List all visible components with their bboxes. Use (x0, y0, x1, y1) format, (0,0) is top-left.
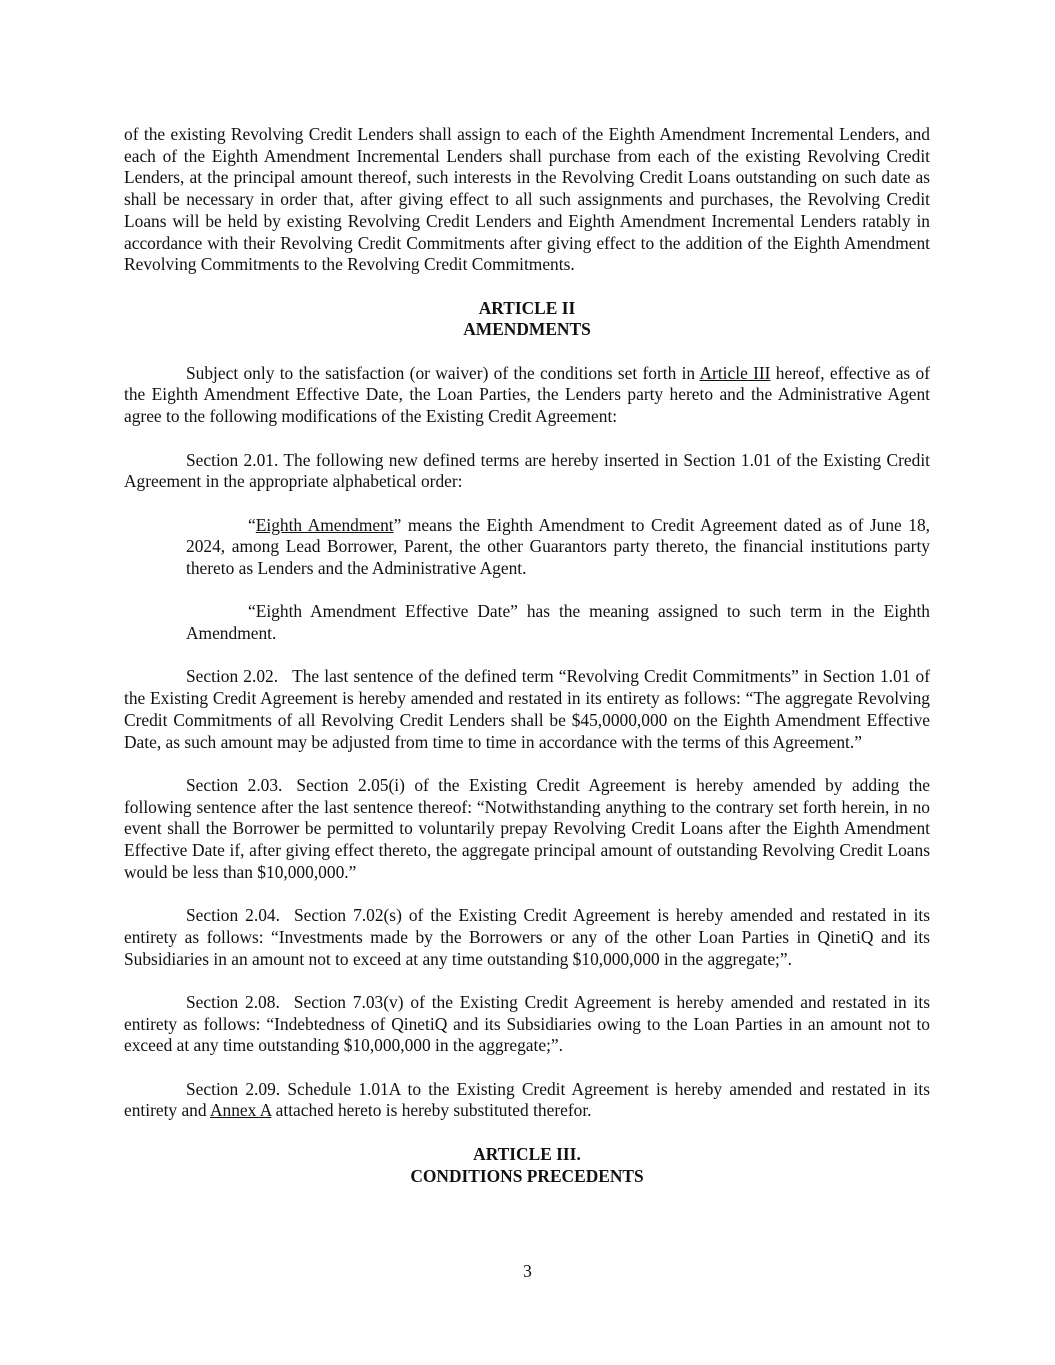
section-label: Section 2.03. (186, 774, 283, 795)
section-text: The last sentence of the defined term “Revolving Credit Commitments” in Section 1.01 of the Existing Credit Agreement is hereby amended and restated in its entirety as follows: “The aggregate Revolving Credit Commitments of all Revolving Credit Lenders shall be $45,0000,000 on the Eighth Amendment Effective Date, as such amount may be adjusted from time to time in accordance with the terms of this Agreement.” (124, 666, 930, 752)
article-iii-reference: Article III (699, 362, 771, 383)
article-iii-heading (124, 1144, 930, 1187)
section-text: Section 7.02(s) of the Existing Credit Agreement is hereby amended and restated in its entirety as follows: “Investments made by the Borrowers or any of the other Loan Parties in QinetiQ and its Subsidiaries in an amount not to exceed at any time outstanding $10,000,000 in the aggregate;”. (124, 905, 930, 969)
section-2-01: Section 2.01. The following new defined terms are hereby inserted in Section 1.01 of the Existing Credit Agreement in the appropriate alphabetical order: (124, 449, 930, 492)
article-title: CONDITIONS PRECEDENTS (410, 1165, 644, 1186)
section-label: Section 2.04. (186, 905, 280, 926)
section-2-09 (124, 1079, 930, 1122)
article-title: AMENDMENTS (463, 319, 591, 340)
subject-paragraph (124, 363, 930, 428)
section-2-03 (124, 775, 930, 884)
section-2-02 (124, 666, 930, 753)
section-label: Section 2.02. (186, 666, 279, 687)
subject-text-after: hereof, effective as of the Eighth Amendment Effective Date, the Loan Parties, the Lenders party hereto and the Administrative Agent agree to the following modifications of the Existing Credit Agreement: (124, 362, 931, 427)
section-text: Section 2.05(i) of the Existing Credit Agreement is hereby amended by adding the following sentence after the last sentence thereof: “Notwithstanding anything to the contrary set forth herein, in no event shall the Borrower be permitted to voluntarily prepay Revolving Credit Loans after the Eighth Amendment Effective Date if, after giving effect thereto, the aggregate principal amount of outstanding Revolving Credit Loans would be less than $10,000,000.” (124, 774, 930, 882)
article-number: ARTICLE II (478, 297, 576, 318)
definition-eighth-amendment (186, 515, 930, 580)
definition-effective-date: “Eighth Amendment Effective Date” has the meaning assigned to such term in the Eighth Amendment. (186, 601, 930, 644)
section-2-04 (124, 905, 930, 970)
page-body (124, 124, 930, 1187)
definition-text: ” means the Eighth Amendment to Credit Agreement dated as of June 18, 2024, among Lead Borrower, Parent, the other Guarantors party thereto, the financial institutions party thereto as Lenders and the Administrative Agent. (186, 514, 930, 578)
section-2-08 (124, 992, 930, 1057)
intro-paragraph: of the existing Revolving Credit Lenders shall assign to each of the Eighth Amendment Incremental Lenders, and each of the Eighth Amendment Incremental Lenders shall purchase from each of the existing Revolving Credit Lenders, at the principal amount thereof, such interests in the Revolving Credit Loans outstanding on such date as shall be necessary in order that, after giving effect to all such assignments and purchases, the Revolving Credit Loans will be held by existing Revolving Credit Lenders and Eighth Amendment Incremental Lenders ratably in accordance with their Revolving Credit Commitments after giving effect to the addition of the Eighth Amendment Revolving Commitments to the Revolving Credit Commitments. (124, 124, 930, 275)
annex-a-reference: Annex A (209, 1100, 272, 1121)
article-ii-heading (124, 298, 930, 341)
section-text-after: attached hereto is hereby substituted therefor. (271, 1100, 592, 1121)
defined-term: Eighth Amendment (255, 514, 394, 535)
section-label: Section 2.08. (186, 991, 280, 1012)
page-number: 3 (523, 1261, 532, 1281)
section-text-before: Section 2.09. Schedule 1.01A to the Existing Credit Agreement is hereby amended and restated in its entirety and (124, 1078, 930, 1121)
quote-open: “ (248, 514, 256, 535)
article-number: ARTICLE III. (473, 1143, 581, 1164)
subject-text-before: Subject only to the satisfaction (or waiver) of the conditions set forth in (186, 362, 700, 383)
section-text: Section 7.03(v) of the Existing Credit Agreement is hereby amended and restated in its entirety as follows: “Indebtedness of QinetiQ and its Subsidiaries owing to the Loan Parties in an amount not to exceed at any time outstanding $10,000,000 in the aggregate;”. (124, 991, 930, 1056)
